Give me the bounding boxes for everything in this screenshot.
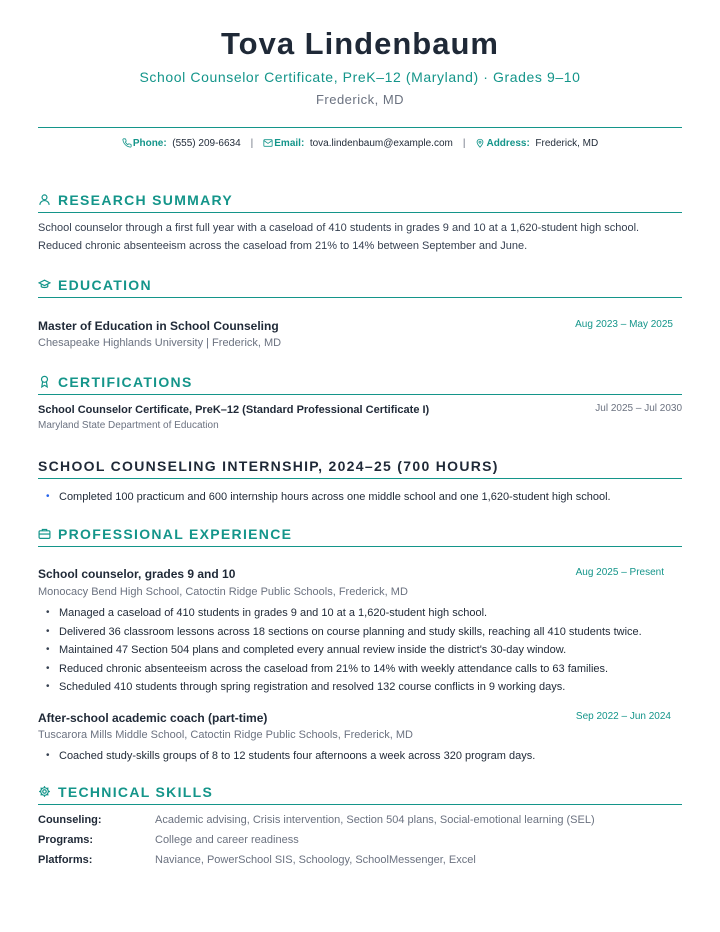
certification-name: School Counselor Certificate, PreK–12 (Standard Professional Certificate I) (38, 404, 430, 416)
job-dates: Aug 2025 – Present (575, 567, 664, 578)
skill-label: Programs: (38, 834, 94, 846)
skill-values: College and career readiness (155, 834, 299, 846)
skill-label: Platforms: (38, 854, 93, 866)
job-dates: Sep 2022 – Jun 2024 (575, 711, 671, 722)
list-item: • Maintained 47 Section 504 plans and completed every annual review inside the district's 30-day window. (46, 643, 686, 662)
section-heading: RESEARCH SUMMARY (58, 192, 234, 208)
address-value: Frederick, MD (535, 138, 599, 149)
skill-values: Academic advising, Crisis intervention, Section 504 plans, Social-emotional learning (SEL) (155, 814, 595, 826)
email-label: Email: (274, 138, 305, 149)
education-dates: Aug 2023 – May 2025 (575, 319, 673, 330)
candidate-headline: School Counselor Certificate, PreK–12 (Maryland) · Grades 9–10 (139, 69, 581, 85)
address-label: Address: (486, 138, 530, 149)
list-item: • Reduced chronic absenteeism across the caseload from 21% to 14% with weekly attendance calls to 63 families. (46, 662, 686, 681)
degree-title: Master of Education in School Counseling (38, 319, 279, 333)
list-item: • Scheduled 410 students through spring registration and resolved 132 course conflicts in 9 working days. (46, 680, 686, 699)
list-item: • Delivered 36 classroom lessons across 18 sections on course planning and study skills, reaching all 410 students twice. (46, 625, 686, 644)
certification-issuer: Maryland State Department of Education (38, 420, 219, 431)
phone-label: Phone: (132, 138, 167, 149)
section-heading: PROFESSIONAL EXPERIENCE (58, 526, 293, 542)
section-heading: TECHNICAL SKILLS (58, 784, 214, 800)
phone-icon (122, 138, 132, 148)
section-divider (38, 297, 682, 298)
section-heading: EDUCATION (58, 277, 152, 293)
candidate-location: Frederick, MD (315, 92, 405, 107)
research-summary-text: School counselor through a first full year with a caseload of 410 students in grades 9 and 10 at a 1,620-student high school. Reduced chronic absenteeism across the caseload from 21% to 14% between September and June. (38, 222, 640, 252)
section-divider (38, 804, 682, 805)
job-organization: Monocacy Bend High School, Catoctin Ridge Public Schools, Frederick, MD (38, 586, 408, 598)
section-heading: SCHOOL COUNSELING INTERNSHIP, 2024–25 (700 HOURS) (38, 458, 499, 474)
list-item: • Completed 100 practicum and 600 internship hours across one middle school and one 1,620-student high school. (46, 490, 686, 509)
user-icon (38, 193, 51, 206)
section-professional-experience (38, 526, 682, 546)
contact-separator: | (462, 138, 466, 149)
school-name: Chesapeake Highlands University | Frederick, MD (38, 337, 282, 349)
email-value[interactable]: tova.lindenbaum@example.com (309, 138, 453, 149)
briefcase-icon (38, 527, 51, 540)
section-divider (38, 546, 682, 547)
candidate-name: Tova Lindenbaum (221, 26, 499, 61)
phone-value: (555) 209-6634 (172, 138, 241, 149)
internship-bullets (46, 490, 686, 509)
job-bullets (46, 749, 686, 768)
graduation-cap-icon (38, 278, 51, 291)
job-title: After-school academic coach (part-time) (38, 711, 268, 725)
certification-dates: Jul 2025 – Jul 2030 (595, 403, 682, 414)
list-item: • Managed a caseload of 410 students in grades 9 and 10 at a 1,620-student high school. (46, 606, 686, 625)
list-item: • Coached study-skills groups of 8 to 12 students four afternoons a week across 320 program days. (46, 749, 686, 768)
section-education (38, 277, 682, 297)
section-technical-skills (38, 784, 682, 804)
section-internship (38, 458, 682, 478)
section-divider (38, 478, 682, 479)
header-divider (38, 127, 682, 128)
map-pin-icon (475, 138, 485, 148)
skill-values: Naviance, PowerSchool SIS, Schoology, SchoolMessenger, Excel (155, 854, 476, 866)
contact-line (0, 138, 720, 149)
section-divider (38, 212, 682, 213)
job-title: School counselor, grades 9 and 10 (38, 567, 236, 581)
job-bullets (46, 606, 686, 699)
gear-icon (38, 785, 51, 798)
section-divider (38, 394, 682, 395)
envelope-icon (263, 138, 273, 148)
job-organization: Tuscarora Mills Middle School, Catoctin Ridge Public Schools, Frederick, MD (38, 729, 413, 741)
skill-label: Counseling: (38, 814, 102, 826)
section-heading: CERTIFICATIONS (58, 374, 193, 390)
contact-separator: | (250, 138, 254, 149)
section-certifications (38, 374, 682, 394)
section-research-summary (38, 192, 682, 212)
award-ribbon-icon (38, 375, 51, 388)
